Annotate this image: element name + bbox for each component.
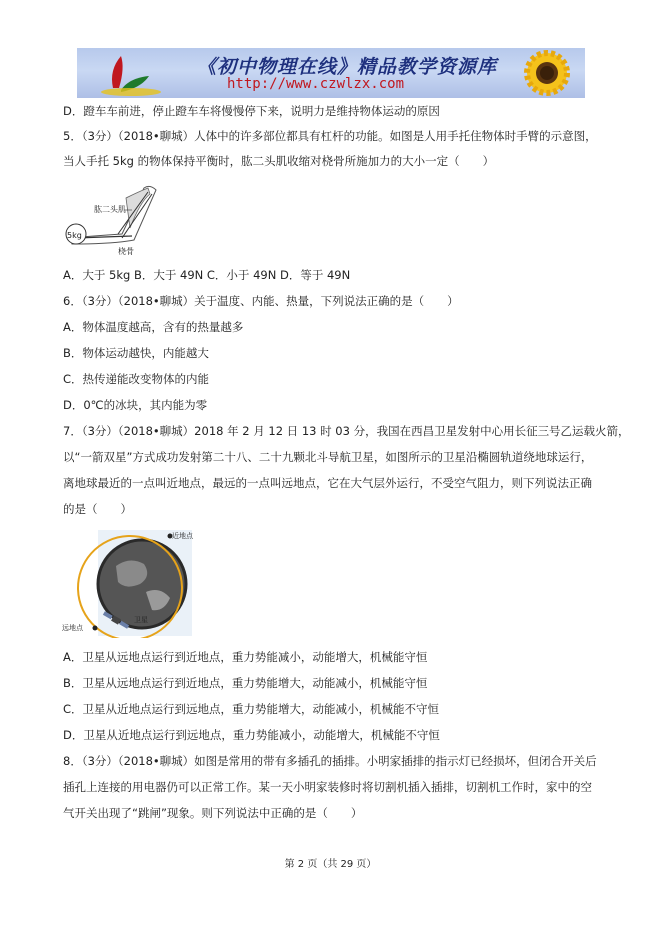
near-point-label: 近地点 xyxy=(172,532,193,540)
satellite-label: 卫星 xyxy=(134,616,148,624)
option-d: D．0℃的冰块，其内能为零 xyxy=(63,398,208,412)
question-7-stem: 的是（ ） xyxy=(63,502,132,516)
arm-diagram xyxy=(62,180,182,260)
question-8-stem: 8．（3分）（2018•聊城）如图是常用的带有多插孔的插排。小明家插排的指示灯已经损坏，但闭合开关后 xyxy=(63,754,597,768)
weight-label: 5kg xyxy=(67,231,82,240)
question-8-stem: 插孔上连接的用电器仍可以正常工作。某一天小明家装修时将切割机插入插排，切割机工作时，家中的空 xyxy=(63,780,592,794)
muscle-label: 肱二头肌 xyxy=(94,205,126,214)
header-banner xyxy=(77,48,585,98)
question-7-stem: 7．（3分）（2018•聊城）2018 年 2 月 12 日 13 时 03 分，我国在西昌卫星发射中心用长征三号乙运载火箭， xyxy=(63,424,630,438)
page-footer: 第 2 页（共 29 页） xyxy=(284,859,377,870)
question-7-stem: 以“一箭双星”方式成功发射第二十八、二十九颗北斗导航卫星，如图所示的卫星沿椭圆轨道绕地球运行， xyxy=(63,450,593,464)
question-7-stem: 离地球最近的一点叫近地点，最远的一点叫远地点，它在大气层外运行，不受空气阻力，则下列说法正确 xyxy=(63,476,592,490)
far-point-label: 远地点 xyxy=(62,624,83,632)
banner-title: 《初中物理在线》精品教学资源库 xyxy=(197,56,498,78)
far-point-dot xyxy=(93,626,98,631)
sunflower-icon xyxy=(507,48,585,98)
option-a: A．卫星从远地点运行到近地点，重力势能减小，动能增大，机械能守恒 xyxy=(63,650,428,664)
option-d: D．卫星从近地点运行到远地点，重力势能减小，动能增大，机械能不守恒 xyxy=(63,728,440,742)
option-b: B．物体运动越快，内能越大 xyxy=(63,346,209,360)
bone-label: 桡骨 xyxy=(118,247,134,256)
option-c: C．卫星从近地点运行到远地点，重力势能增大，动能减小，机械能不守恒 xyxy=(63,702,440,716)
text-line: D．蹬车车前进，停止蹬车车将慢慢停下来，说明力是维持物体运动的原因 xyxy=(63,104,440,118)
question-8-stem: 气开关出现了“跳闸”现象。则下列说法中正确的是（ ） xyxy=(63,806,363,820)
question-5-options: A．大于 5kg B．大于 49N C．小于 49N D．等于 49N xyxy=(63,268,351,282)
question-5-stem: 5．（3分）（2018•聊城）人体中的许多部位都具有杠杆的功能。如图是人用手托住物体时手臂的示意图， xyxy=(63,129,597,143)
option-b: B．卫星从远地点运行到近地点，重力势能增大，动能减小，机械能守恒 xyxy=(63,676,428,690)
option-a: A．物体温度越高，含有的热量越多 xyxy=(63,320,244,334)
question-6-stem: 6．（3分）（2018•聊城）关于温度、内能、热量，下列说法正确的是（ ） xyxy=(63,294,459,308)
banner-url: http://www.czwlzx.com xyxy=(227,76,405,92)
logo-icon xyxy=(91,48,171,98)
question-5-stem: 当人手托 5kg 的物体保持平衡时，肱二头肌收缩对桡骨所施加力的大小一定（ ） xyxy=(63,154,495,168)
option-c: C．热传递能改变物体的内能 xyxy=(63,372,210,386)
satellite-diagram xyxy=(60,526,195,638)
